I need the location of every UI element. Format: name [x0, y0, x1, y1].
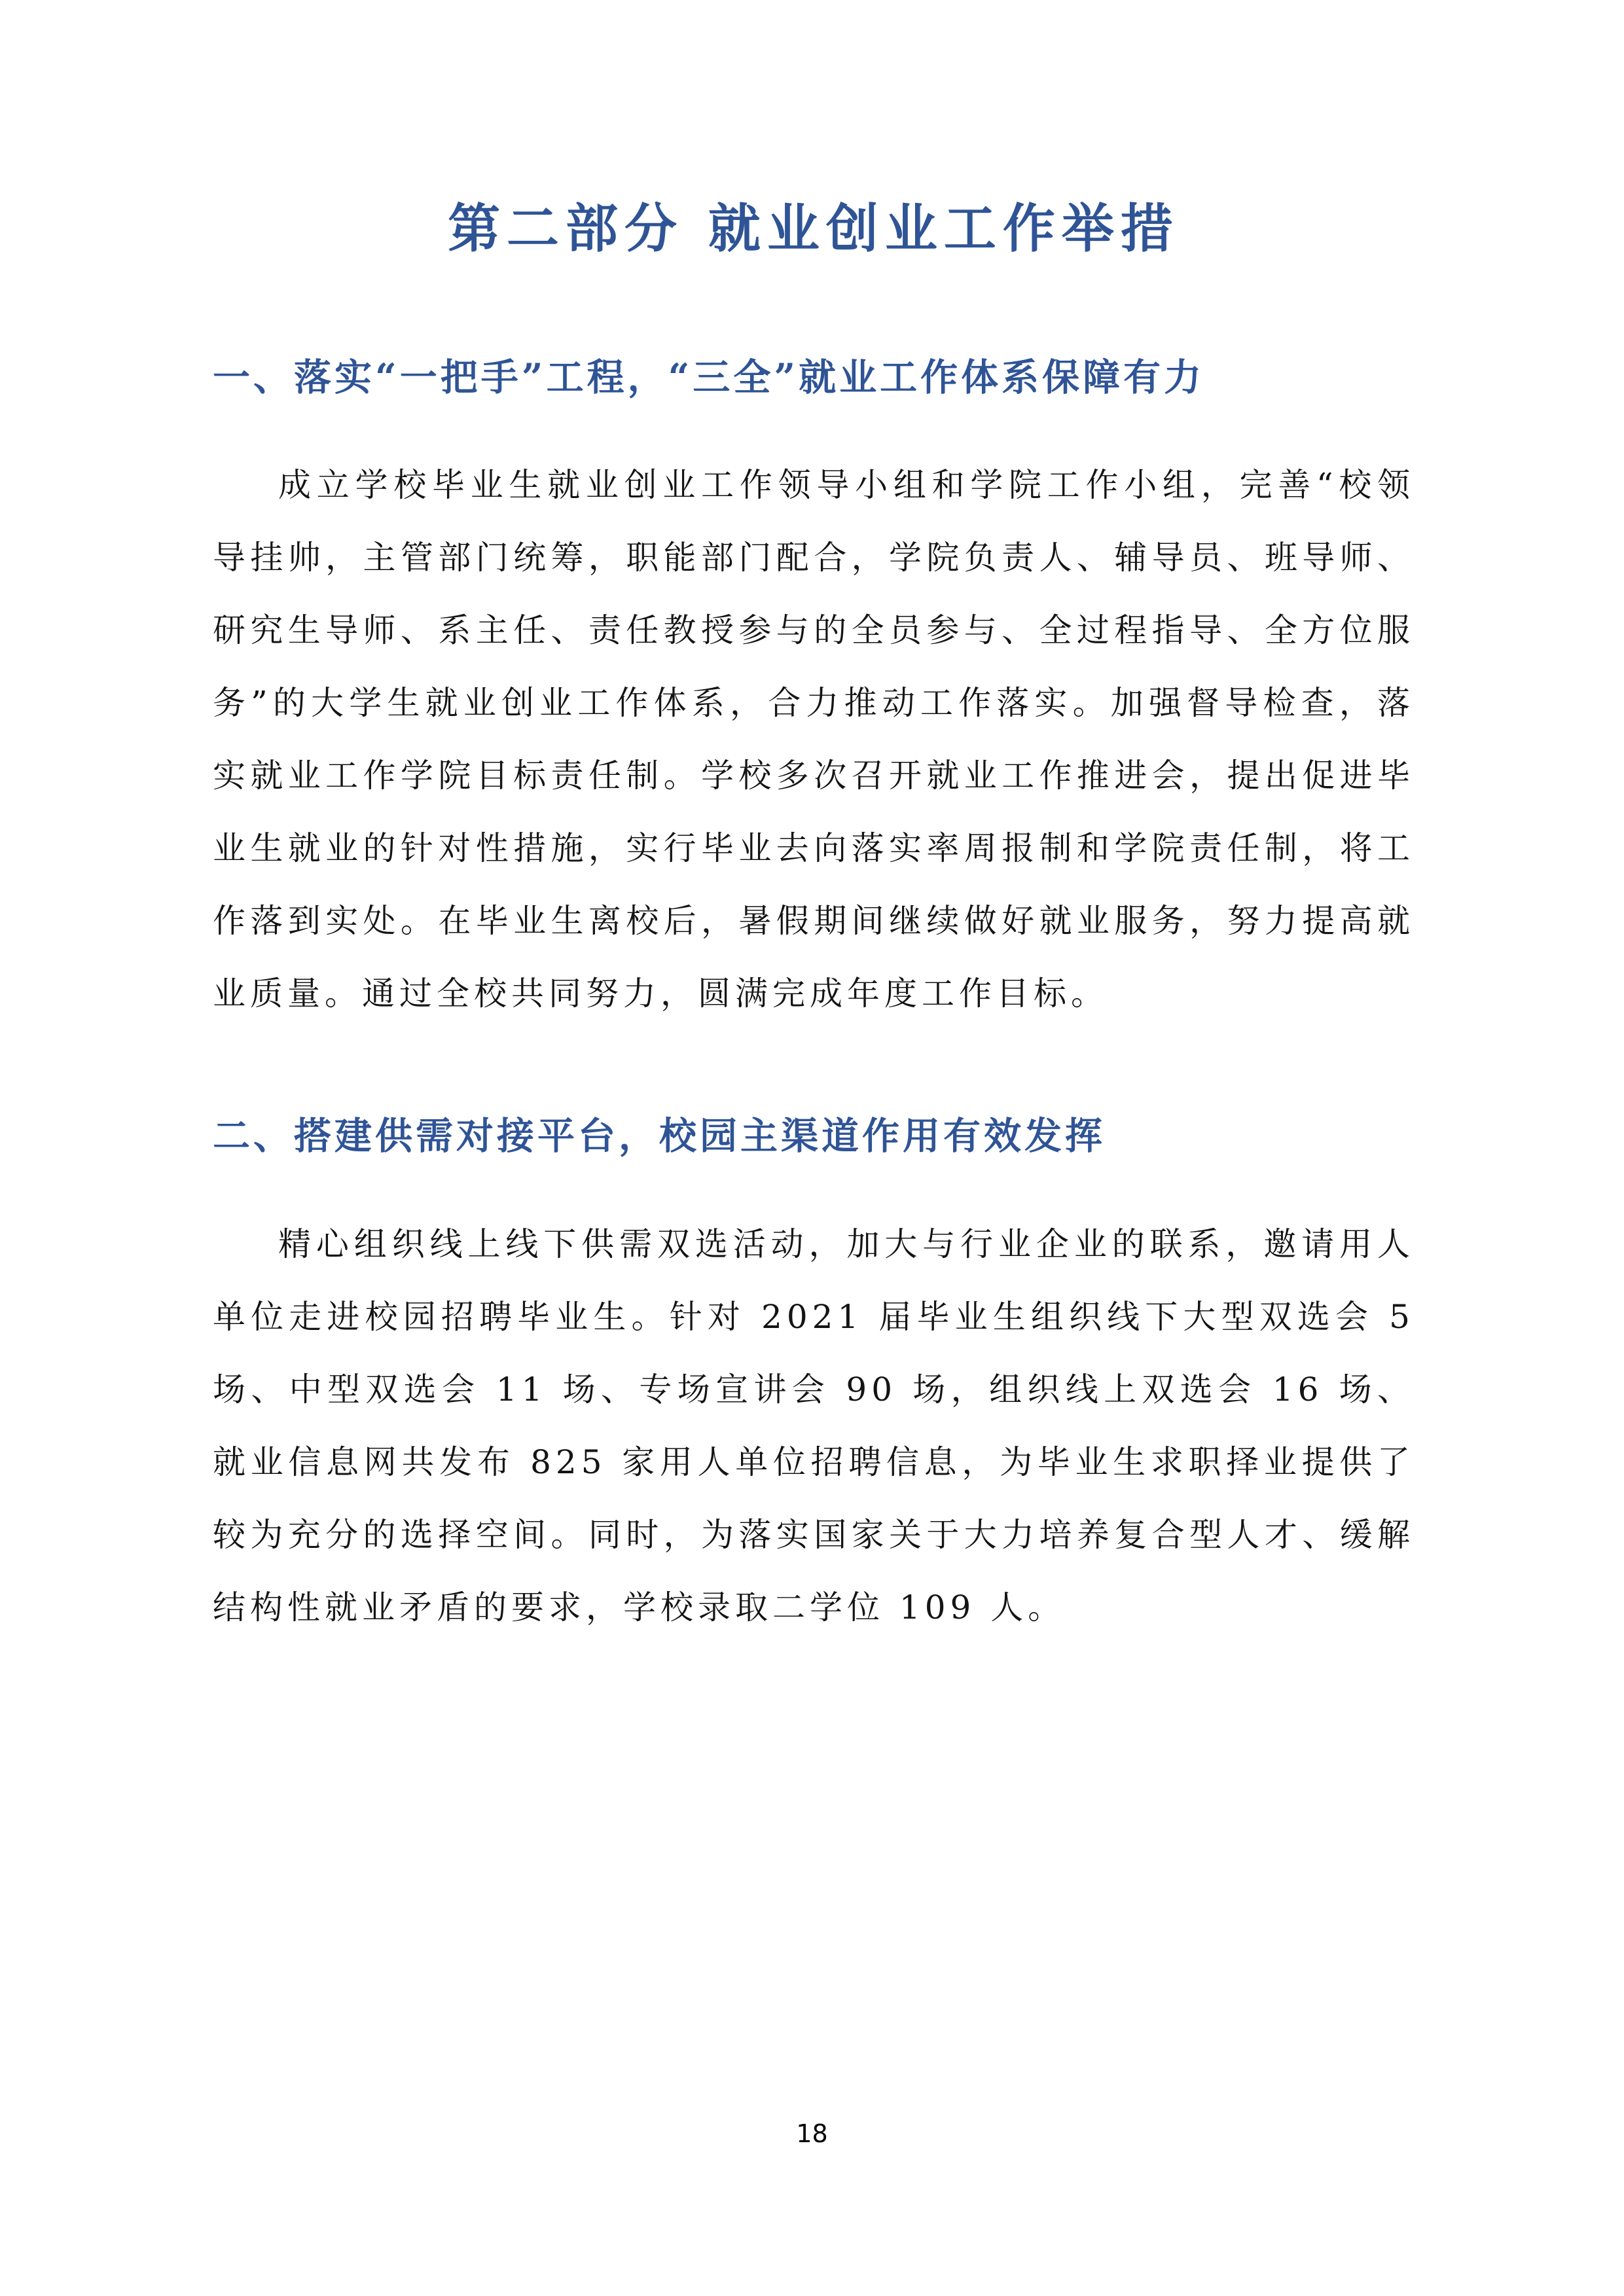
section-2-heading: 二、搭建供需对接平台，校园主渠道作用有效发挥 — [213, 1114, 1106, 1158]
section-1 — [213, 355, 1415, 1030]
section-2 — [213, 1114, 1415, 1643]
section-2-paragraph: 精心组织线上线下供需双选活动，加大与行业企业的联系，邀请用人单位走进校园招聘毕业生。针对 2021 届毕业生组织线下大型双选会 5 场、中型双选会 11 场、专场宣讲会 90 场，组织线上双选会 16 场、就业信息网共发布 825 家用人单位招聘信息，为毕业生求职择业提供了较为充分的选择空间。同时，为落实国家关于大力培养复合型人才、缓解结构性就业矛盾的要求，学校录取二学位 109 人。 — [213, 1225, 1415, 1626]
section-1-heading: 一、落实“一把手”工程，“三全”就业工作体系保障有力 — [213, 355, 1205, 399]
page-title: 第二部分 就业创业工作举措 — [448, 198, 1180, 259]
page-footer — [0, 2106, 1624, 2296]
section-1-paragraph: 成立学校毕业生就业创业工作领导小组和学院工作小组，完善“校领导挂帅，主管部门统筹，职能部门配合，学院负责人、辅导员、班导师、研究生导师、系主任、责任教授参与的全员参与、全过程指导、全方位服务”的大学生就业创业工作体系，合力推动工作落实。加强督导检查，落实就业工作学院目标责任制。学校多次召开就业工作推进会，提出促进毕业生就业的针对性措施，实行毕业去向落实率周报制和学院责任制，将工作落到实处。在毕业生离校后，暑假期间继续做好就业服务，努力提高就业质量。通过全校共同努力，圆满完成年度工作目标。 — [213, 466, 1415, 1013]
page-number: 18 — [796, 2119, 828, 2148]
